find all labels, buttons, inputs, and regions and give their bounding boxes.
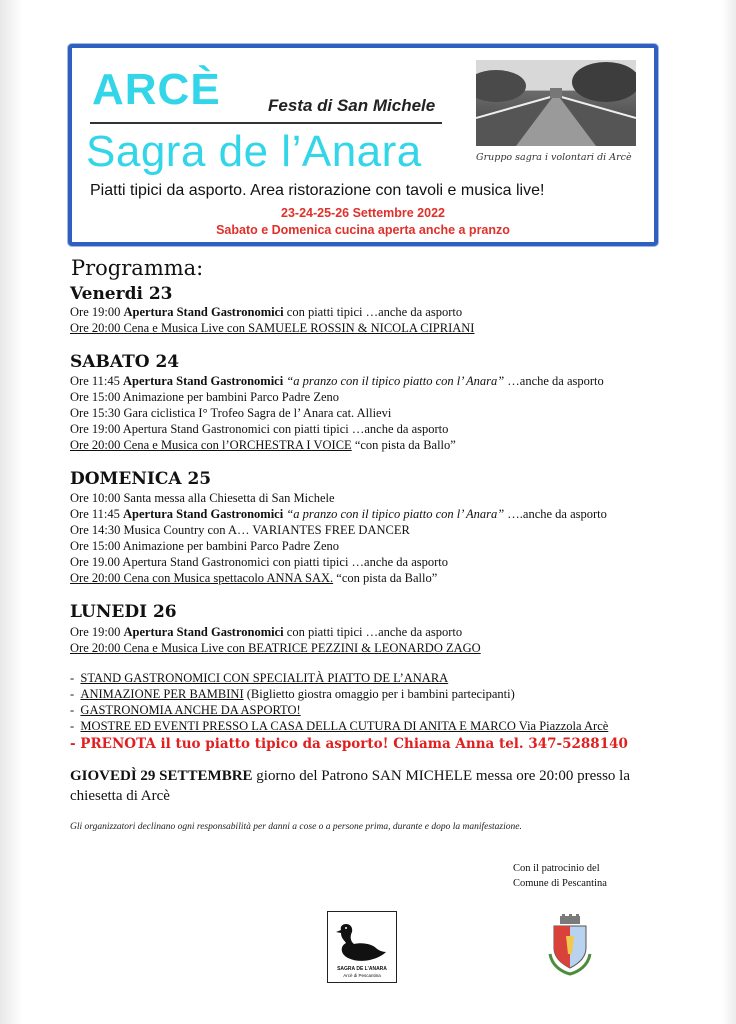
sagra-logo	[327, 911, 397, 983]
schedule-line: Ore 15:30 Gara ciclistica I° Trofeo Sagra de l’ Anara cat. Allievi	[70, 406, 392, 420]
bridge-photo	[476, 60, 636, 146]
schedule-line: Ore 19:00 Apertura Stand Gastronomici con piatti tipici …anche da asporto	[70, 422, 449, 436]
page-shadow-right	[722, 0, 736, 1024]
bullet-item: - STAND GASTRONOMICI CON SPECIALITÀ PIATTO DE L’ANARA	[70, 671, 449, 685]
bullet-item: - ANIMAZIONE PER BAMBINI (Biglietto giostra omaggio per i bambini partecipanti)	[70, 687, 515, 701]
banner-title-sagra: Sagra de l’Anara	[86, 127, 422, 176]
logo-caption: SAGRA DE L’ANARA	[337, 966, 387, 972]
municipal-crest-icon	[546, 914, 594, 981]
patrocinio-line2: Comune di Pescantina	[513, 878, 607, 889]
disclaimer: Gli organizzatori declinano ogni responsabilità per danni a cose o a persone prima, durante e dopo la manifestazione.	[70, 822, 522, 832]
schedule-line: Ore 19:00 Apertura Stand Gastronomici con piatti tipici …anche da asporto	[70, 305, 463, 319]
banner-title-arce: ARCÈ	[92, 65, 221, 114]
logo-subcaption: Arcè di Pescantina	[343, 973, 381, 978]
schedule-line: Ore 20:00 Cena con Musica spettacolo ANNA SAX. “con pista da Ballo”	[70, 571, 438, 585]
day-venerdi: Venerdi 23	[70, 284, 173, 304]
schedule-line: Ore 19.00 Apertura Stand Gastronomici con piatti tipici …anche da asporto	[70, 555, 449, 569]
patrocinio-line1: Con il patrocinio del	[513, 863, 600, 874]
day-sabato: SABATO 24	[70, 352, 180, 372]
banner-volontari: Gruppo sagra i volontari di Arcè	[476, 152, 632, 163]
page-shadow-left	[0, 0, 22, 1024]
prenota-callout: - PRENOTA il tuo piatto tipico da asporto! Chiama Anna tel. 347-5288140	[70, 736, 628, 752]
day-lunedi: LUNEDI 26	[70, 602, 177, 622]
banner-subtitle: Piatti tipici da asporto. Area ristorazione con tavoli e musica live!	[90, 182, 545, 199]
schedule-line: Ore 19:00 Apertura Stand Gastronomici con piatti tipici …anche da asporto	[70, 625, 463, 639]
day-domenica: DOMENICA 25	[70, 469, 212, 489]
schedule-line: Ore 11:45 Apertura Stand Gastronomici “a pranzo con il tipico piatto con l’ Anara” ….anche da asporto	[70, 507, 607, 521]
header-banner	[68, 44, 658, 246]
duck-icon	[332, 916, 392, 966]
patrocinio	[513, 861, 607, 891]
schedule-line: Ore 15:00 Animazione per bambini Parco Padre Zeno	[70, 390, 340, 404]
schedule-line: Ore 20:00 Cena e Musica Live con SAMUELE ROSSIN & NICOLA CIPRIANI	[70, 321, 475, 335]
banner-divider	[90, 122, 442, 124]
bullet-item: - GASTRONOMIA ANCHE DA ASPORTO!	[70, 703, 301, 717]
giovedi-note: GIOVEDÌ 29 SETTEMBRE giorno del Patrono SAN MICHELE messa ore 20:00 presso la chiesetta di Arcè	[70, 768, 630, 804]
bullet-item: - MOSTRE ED EVENTI PRESSO LA CASA DELLA CUTURA DI ANITA E MARCO Via Piazzola Arcè	[70, 719, 609, 733]
schedule-line: Ore 14:30 Musica Country con A… VARIANTES FREE DANCER	[70, 523, 410, 537]
banner-festa: Festa di San Michele	[268, 96, 436, 115]
programma-heading: Programma:	[71, 256, 204, 280]
schedule-line: Ore 20:00 Cena e Musica Live con BEATRICE PEZZINI & LEONARDO ZAGO	[70, 641, 481, 655]
banner-pranzo: Sabato e Domenica cucina aperta anche a pranzo	[216, 223, 510, 237]
schedule-line: Ore 15:00 Animazione per bambini Parco Padre Zeno	[70, 539, 340, 553]
banner-dates: 23-24-25-26 Settembre 2022	[281, 206, 445, 220]
schedule-line: Ore 20:00 Cena e Musica con l’ORCHESTRA I VOICE “con pista da Ballo”	[70, 438, 456, 452]
schedule-line: Ore 10:00 Santa messa alla Chiesetta di San Michele	[70, 491, 335, 505]
schedule-line: Ore 11:45 Apertura Stand Gastronomici “a pranzo con il tipico piatto con l’ Anara” …anche da asporto	[70, 374, 604, 388]
